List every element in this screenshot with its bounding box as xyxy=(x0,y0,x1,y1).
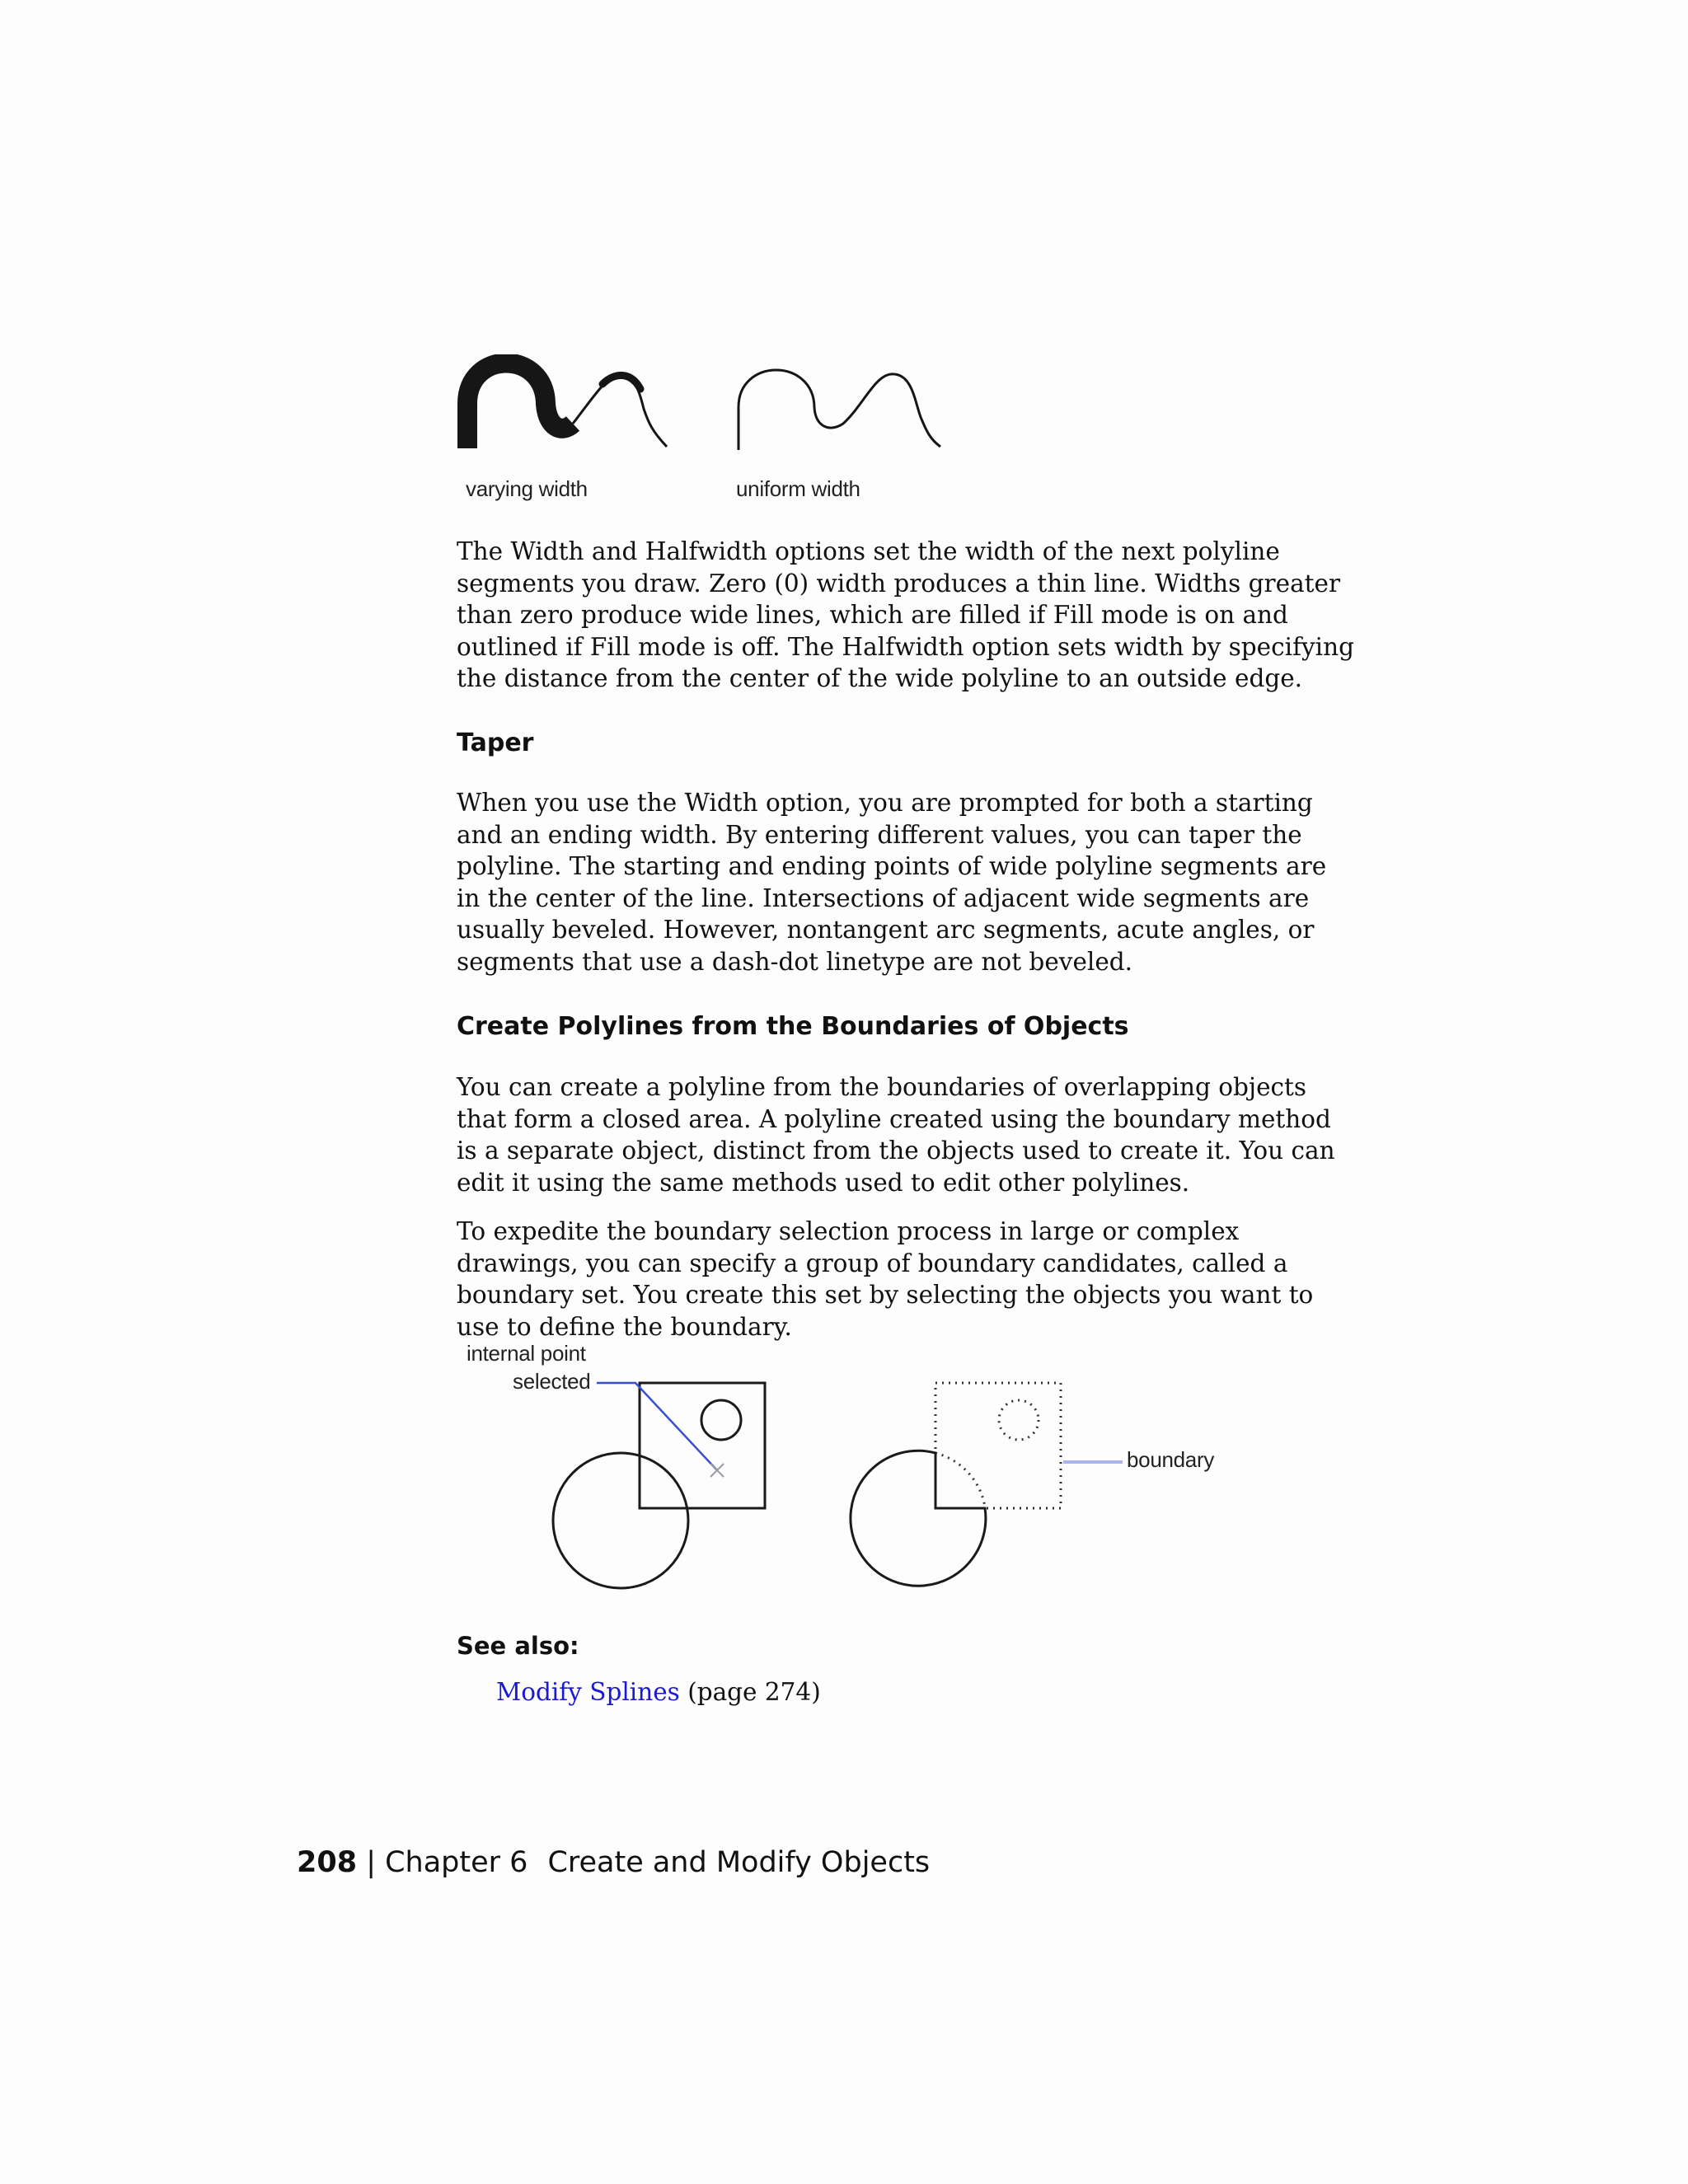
internal-point-label: internal point xyxy=(467,1341,586,1366)
boundary-heading: Create Polylines from the Boundaries of Objects xyxy=(457,1012,1129,1041)
internal-point-leader xyxy=(597,1383,717,1470)
footer-separator: | xyxy=(357,1846,386,1879)
boundary-dotted-arc xyxy=(935,1453,985,1507)
page-reference: (page 274) xyxy=(679,1678,821,1706)
see-also-heading: See also: xyxy=(457,1632,579,1660)
see-also-entry xyxy=(496,1678,821,1706)
width-options-paragraph: The Width and Halfwidth options set the width of the next polyline segments you draw. Zero (0) width produces a thin line. Widths greater than zero produce wide lines, which are filled if Fill mode is on and outlined if Fill mode is off. The Halfwidth option sets width by specifying the distance from the center of the wide polyline to an outside edge. xyxy=(457,537,1354,693)
left-small-circle xyxy=(701,1400,741,1440)
internal-point-marker xyxy=(710,1464,724,1477)
uniform-width-polyline xyxy=(738,370,940,450)
varying-width-polyline-tail xyxy=(573,375,667,447)
taper-paragraph: When you use the Width option, you are prompted for both a starting and an ending width. By entering different values, you can taper the polyline. The starting and ending points of wide polyline segments are in the center of the line. Intersections of adjacent wide segments are usually beveled. However, nontangent arc segments, acute angles, or segments that use a dash-dot linetype are not beveled. xyxy=(457,789,1327,976)
uniform-width-label: uniform width xyxy=(736,476,860,501)
modify-splines-link[interactable]: Modify Splines xyxy=(496,1678,680,1706)
boundary-set-small-circle xyxy=(999,1400,1039,1440)
selected-label: selected xyxy=(513,1369,591,1394)
varying-width-polyline xyxy=(467,363,573,449)
chapter-label: Chapter 6 xyxy=(385,1846,528,1879)
boundary-paragraph-1: You can create a polyline from the boundaries of overlapping objects that form a closed area. A polyline created using the boundary method is a separate object, distinct from the objects used to create it. You can edit it using the same methods used to edit other polylines. xyxy=(457,1073,1335,1197)
varying-width-label: varying width xyxy=(466,476,588,501)
page-number: 208 xyxy=(297,1846,358,1879)
boundary-paragraph-2: To expedite the boundary selection process in large or complex drawings, you can specify a group of boundary candidates, called a boundary set. You create this set by selecting the objects you want to use to define the boundary. xyxy=(457,1217,1314,1341)
boundary-label: boundary xyxy=(1127,1447,1215,1472)
chapter-title: Create and Modify Objects xyxy=(547,1846,931,1879)
boundary-set-square xyxy=(935,1383,1061,1508)
left-large-circle xyxy=(553,1453,688,1588)
page-footer xyxy=(297,1846,930,1879)
boundary-polyline xyxy=(851,1451,986,1586)
taper-heading: Taper xyxy=(457,729,534,757)
left-square xyxy=(640,1383,765,1508)
